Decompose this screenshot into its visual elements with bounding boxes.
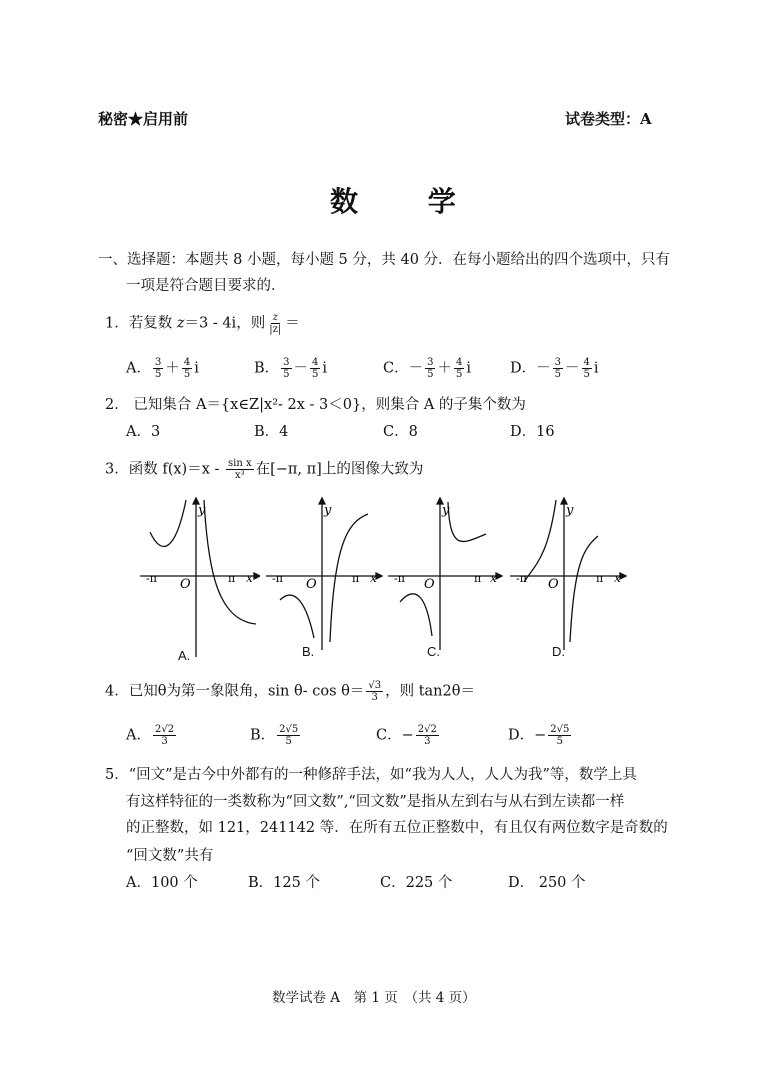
- pi-label: π: [596, 572, 604, 585]
- section-instruction-line2: 一项是符合题目要求的．: [126, 278, 286, 294]
- graph-b[interactable]: [264, 492, 386, 662]
- paper-type-label: 试卷类型：A: [565, 110, 652, 128]
- origin-label: O: [306, 577, 317, 592]
- q1-option-a[interactable]: A． $\frac{3}{5}$ ＋ $\frac{4}{5}$ i: [126, 357, 199, 380]
- pi-label: π: [352, 572, 360, 585]
- q2-option-c[interactable]: C．8: [383, 424, 418, 440]
- page-footer: 数学试卷 A 第 1 页 （共 4 页）: [272, 990, 476, 1006]
- graph-b-label: B.: [302, 644, 315, 659]
- neg-pi-label: -π: [272, 572, 283, 585]
- q1-option-c[interactable]: C．－ $\frac{3}{5}$ ＋ $\frac{4}{5}$ i: [383, 357, 471, 380]
- q5-option-b[interactable]: B．125 个: [248, 875, 320, 891]
- graph-a[interactable]: [138, 492, 260, 662]
- question-3: 3．函数 f(x)＝x - $\frac{\text{sin x}}{\text{x³}}$ 在[−π, π]上的图像大致为: [105, 458, 424, 481]
- origin-label: O: [424, 577, 435, 592]
- neg-pi-label: -π: [394, 572, 405, 585]
- y-axis-label: y: [198, 503, 206, 518]
- pi-label: π: [228, 572, 236, 585]
- y-axis-label: y: [442, 503, 450, 518]
- question-4: 4．已知θ为第一象限角，sin θ- cos θ＝ $\frac{√3}{3}$ ，则 tan2θ＝: [105, 680, 475, 703]
- q4-option-a[interactable]: A． $\frac{2√2}{3}$: [126, 724, 175, 747]
- neg-pi-label: -π: [146, 572, 157, 585]
- q5-option-c[interactable]: C．225 个: [380, 875, 453, 891]
- question-2: 2． 已知集合 A＝{x∈Z|x²- 2x - 3＜0}，则集合 A 的子集个数为: [105, 397, 526, 413]
- y-axis-label: y: [566, 503, 574, 518]
- page-title: 数 学: [330, 185, 486, 218]
- q4-option-c[interactable]: C．− $\frac{2√2}{3}$: [376, 724, 437, 747]
- q4-option-d[interactable]: D．− $\frac{2√5}{5}$: [508, 724, 570, 747]
- q2-option-b[interactable]: B．4: [254, 424, 289, 440]
- neg-pi-label: -π: [516, 572, 527, 585]
- q2-option-a[interactable]: A．3: [126, 424, 161, 440]
- graph-c[interactable]: [386, 492, 508, 662]
- question-5-line2: 有这样特征的一类数称为“回文数”,“回文数”是指从左到右与从右到左读都一样: [126, 794, 625, 810]
- x-axis-label: x: [490, 571, 497, 585]
- pi-label: π: [474, 572, 482, 585]
- section-instruction-line1: 一、选择题：本题共 8 小题，每小题 5 分，共 40 分．在每小题给出的四个选项中，只有: [98, 252, 671, 268]
- origin-label: O: [548, 577, 559, 592]
- q4-option-b[interactable]: B． $\frac{2√5}{5}$: [250, 724, 299, 747]
- x-axis-label: x: [246, 571, 253, 585]
- question-5-line4: “回文数”共有: [126, 848, 214, 864]
- graph-a-label: A.: [178, 648, 191, 663]
- question-5-line3: 的正整数，如 121，241142 等．在所有五位正整数中，有且仅有两位数字是奇数的: [126, 820, 668, 836]
- x-axis-label: x: [370, 571, 377, 585]
- graph-d[interactable]: [508, 492, 630, 662]
- y-axis-label: y: [324, 503, 332, 518]
- q2-option-d[interactable]: D．16: [510, 424, 555, 440]
- confidential-label: 秘密★启用前: [98, 110, 189, 128]
- origin-label: O: [180, 577, 191, 592]
- graph-c-label: C.: [427, 644, 440, 659]
- q5-option-a[interactable]: A．100 个: [126, 875, 198, 891]
- x-axis-label: x: [614, 571, 621, 585]
- q1-option-d[interactable]: D．－ $\frac{3}{5}$ － $\frac{4}{5}$ i: [510, 357, 599, 380]
- question-5-line1: 5．“回文”是古今中外都有的一种修辞手法，如“我为人人，人人为我”等，数学上具: [105, 767, 637, 783]
- question-1: 1．若复数 z＝3 - 4i，则 $\frac{z}{|z|}$ ＝: [105, 312, 300, 335]
- q1-option-b[interactable]: B． $\frac{3}{5}$ － $\frac{4}{5}$ i: [254, 357, 328, 380]
- graph-d-label: D.: [552, 644, 565, 659]
- q5-option-d[interactable]: D． 250 个: [508, 875, 586, 891]
